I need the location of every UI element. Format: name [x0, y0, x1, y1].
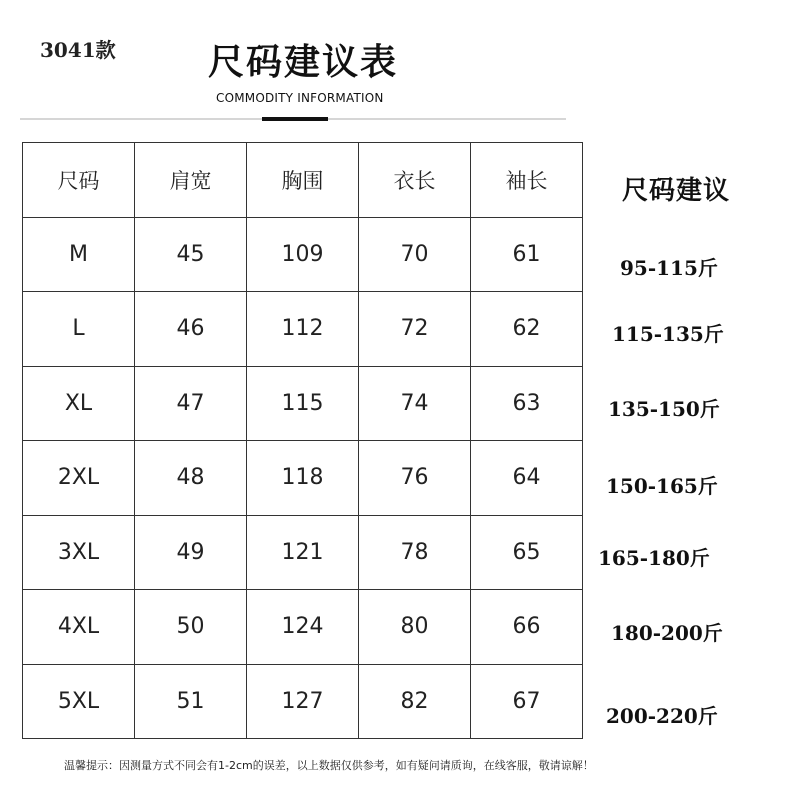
footer-note: 温馨提示：因测量方式不同会有1-2cm的误差，以上数据仅供参考，如有疑问请质询，在线客服，敬请谅解！: [64, 759, 594, 772]
table-cell: 2XL: [23, 441, 135, 516]
header-divider-accent: [262, 117, 328, 121]
weight-recommendation-3xl: 165-180斤: [598, 546, 710, 570]
table-cell: 76: [359, 441, 471, 516]
weight-recommendation-m: 95-115斤: [620, 256, 718, 280]
table-cell: 124: [247, 590, 359, 665]
table-header-row: [23, 143, 583, 218]
page-subtitle: COMMODITY INFORMATION: [216, 91, 384, 105]
table-cell: XL: [23, 366, 135, 441]
table-cell: 46: [135, 292, 247, 367]
table-cell: 50: [135, 590, 247, 665]
column-header-sleeve: 袖长: [471, 143, 583, 218]
table-cell: 121: [247, 515, 359, 590]
table-cell: 80: [359, 590, 471, 665]
weight-recommendation-xl: 135-150斤: [608, 397, 720, 421]
weight-recommendation-4xl: 180-200斤: [611, 621, 723, 645]
table-cell: 66: [471, 590, 583, 665]
table-cell: 72: [359, 292, 471, 367]
table-row: [23, 217, 583, 292]
table-cell: 115: [247, 366, 359, 441]
column-header-shoulder: 肩宽: [135, 143, 247, 218]
table-cell: 61: [471, 217, 583, 292]
table-cell: 64: [471, 441, 583, 516]
size-chart-table: [22, 142, 583, 739]
table-cell: M: [23, 217, 135, 292]
table-cell: 67: [471, 664, 583, 739]
table-cell: 62: [471, 292, 583, 367]
page-title: 尺码建议表: [208, 42, 399, 83]
weight-recommendation-2xl: 150-165斤: [606, 474, 718, 498]
table-cell: 48: [135, 441, 247, 516]
table-cell: 78: [359, 515, 471, 590]
table-cell: 118: [247, 441, 359, 516]
weight-recommendation-5xl: 200-220斤: [606, 704, 718, 728]
table-cell: 63: [471, 366, 583, 441]
table-cell: 47: [135, 366, 247, 441]
table-cell: 112: [247, 292, 359, 367]
table-cell: 51: [135, 664, 247, 739]
table-row: [23, 292, 583, 367]
table-cell: 49: [135, 515, 247, 590]
table-row: [23, 366, 583, 441]
table-cell: 4XL: [23, 590, 135, 665]
table-row: [23, 515, 583, 590]
column-header-chest: 胸围: [247, 143, 359, 218]
table-cell: 5XL: [23, 664, 135, 739]
table-cell: 109: [247, 217, 359, 292]
table-row: [23, 590, 583, 665]
table-cell: 3XL: [23, 515, 135, 590]
table-cell: 45: [135, 217, 247, 292]
column-header-length: 衣长: [359, 143, 471, 218]
table-cell: 65: [471, 515, 583, 590]
recommendation-title: 尺码建议: [622, 176, 731, 206]
weight-recommendation-l: 115-135斤: [612, 322, 724, 346]
table-cell: 127: [247, 664, 359, 739]
table-cell: 70: [359, 217, 471, 292]
table-row: [23, 664, 583, 739]
column-header-size: 尺码: [23, 143, 135, 218]
table-cell: 74: [359, 366, 471, 441]
table-row: [23, 441, 583, 516]
model-code: 3041款: [40, 38, 116, 62]
table-cell: L: [23, 292, 135, 367]
table-cell: 82: [359, 664, 471, 739]
